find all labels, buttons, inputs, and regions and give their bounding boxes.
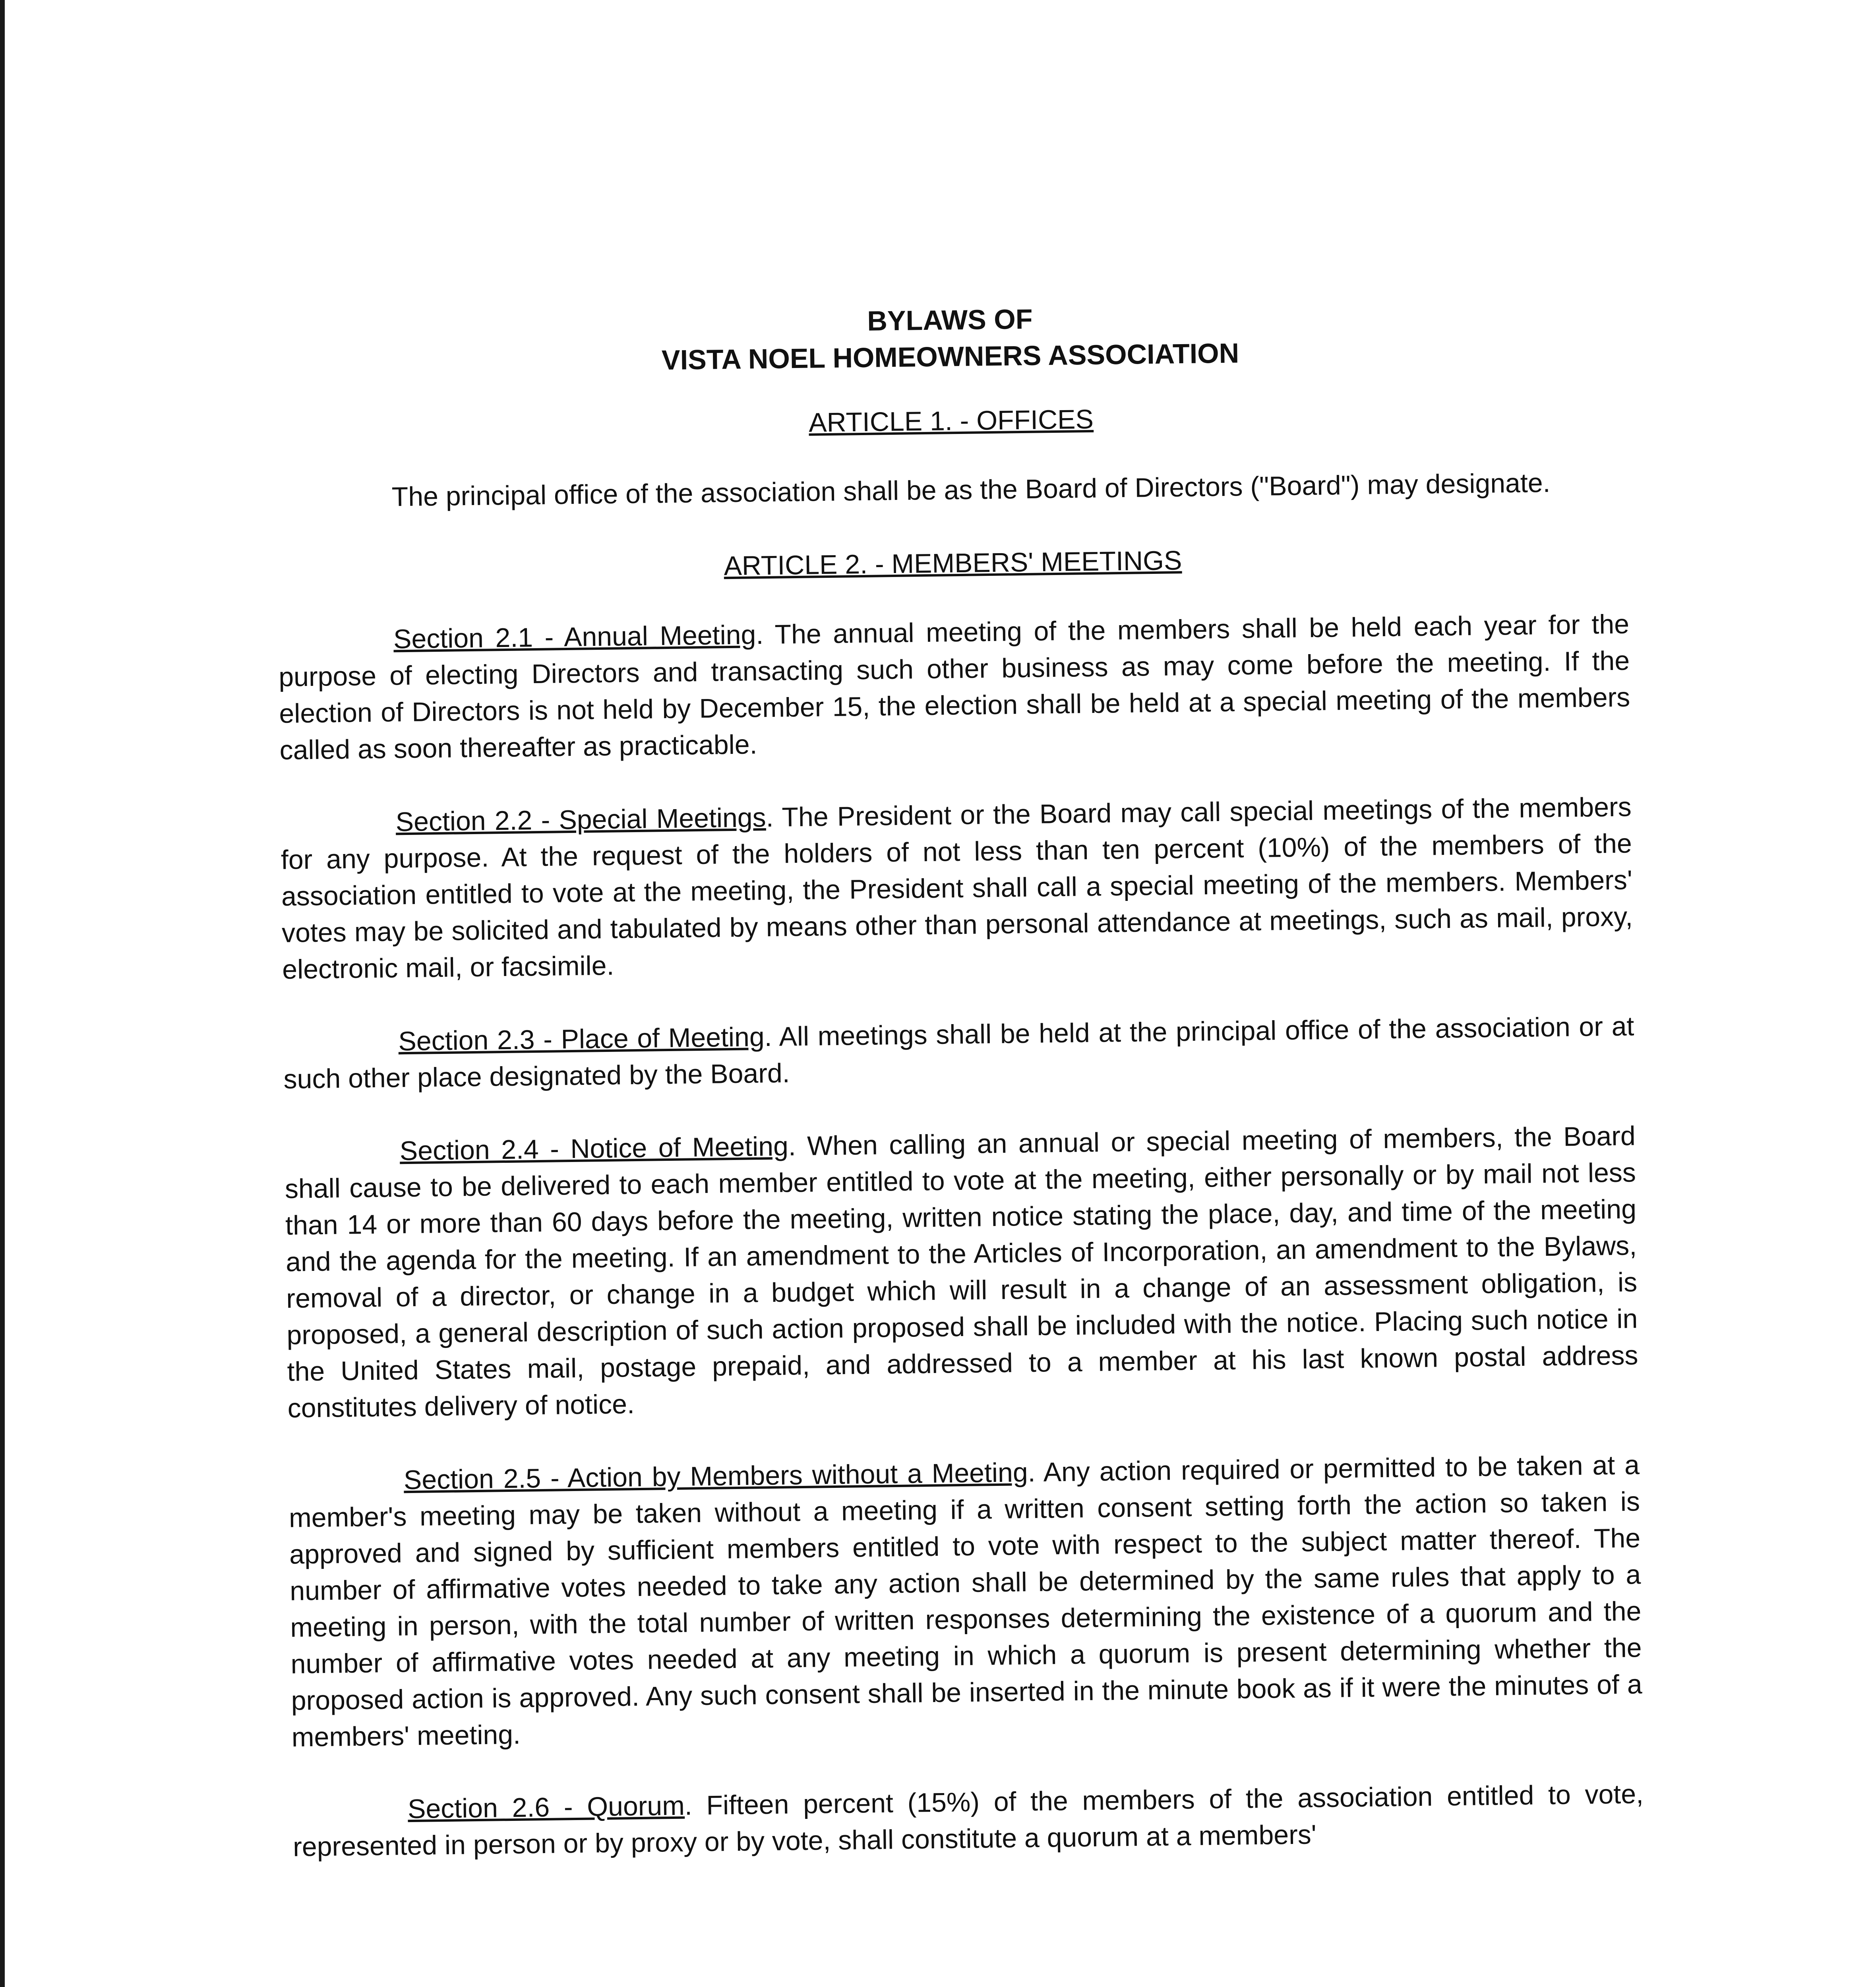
section-2-4-heading: Section 2.4 - Notice of Meeting (399, 1131, 789, 1166)
section-2-6-text: . Fifteen percent (15%) of the members of the association entitled to vote, represented in person or by proxy or by vote, shall constitute a quorum at a members' (292, 1779, 1644, 1862)
section-2-5-text: . Any action required or permitted to be taken at a member's meeting may be taken without a meeting if a written consent setting forth the action so taken is approved and signed by sufficient members entitled to vote with respect to the subject matter thereof. The number of affirmative votes needed to take any action shall be determined by the same rules that apply to a meeting in person, with the total number of written responses determining the existence of a quorum and the number of affirmative votes needed at any meeting in which a quorum is present determining whether the proposed action is approved. Any such consent shall be inserted in the minute book as if it were the minutes of a members' meeting. (288, 1450, 1642, 1753)
section-2-2-heading: Section 2.2 - Special Meetings (395, 802, 767, 837)
document-body (274, 293, 1645, 1902)
section-2-3 (283, 1008, 1635, 1098)
section-2-5-heading: Section 2.5 - Action by Members without a Meeting (403, 1457, 1028, 1495)
section-2-2-text: . The President or the Board may call special meetings of the members for any purpose. At the request of the holders of not less than ten percent (10%) of the members of the association entitled to vote at the meeting, the President shall call a special meeting of the members. Members' votes may be solicited and tabulated by means other than personal attendance at meetings, such as mail, proxy, electronic mail, or facsimile. (281, 792, 1633, 985)
section-2-5 (288, 1447, 1643, 1755)
document-title (274, 293, 1626, 383)
section-2-2 (280, 788, 1633, 988)
section-2-1-heading: Section 2.1 - Annual Meeting (393, 620, 756, 655)
section-2-1 (278, 606, 1631, 769)
section-2-6 (292, 1776, 1644, 1865)
article-1-paragraph: The principal office of the association shall be as the Board of Directors ("Board") may designate. (391, 467, 1551, 512)
section-2-3-text: . All meetings shall be held at the principal office of the association or at such other place designated by the Board. (283, 1011, 1634, 1094)
article-2-heading: ARTICLE 2. - MEMBERS' MEETINGS (724, 545, 1182, 581)
section-2-4 (284, 1117, 1639, 1426)
section-2-3-heading: Section 2.3 - Place of Meeting (398, 1022, 765, 1057)
title-line-1: BYLAWS OF (867, 303, 1033, 337)
section-2-1-text: . The annual meeting of the members shall be held each year for the purpose of electing Directors and transacting such other business as may come before the meeting. If the election of Directors is not held by December 15, the election shall be held at a special meeting of the members called as soon thereafter as practicable. (278, 609, 1630, 765)
title-line-2: VISTA NOEL HOMEOWNERS ASSOCIATION (661, 337, 1239, 376)
article-1-heading: ARTICLE 1. - OFFICES (808, 404, 1094, 438)
scan-left-border (0, 0, 5, 1987)
section-2-6-heading: Section 2.6 - Quorum (407, 1790, 685, 1824)
section-2-4-text: . When calling an annual or special meeting of members, the Board shall cause to be delivered to each member entitled to vote at the meeting, either personally or by mail not less than 14 or more than 60 days before the meeting, written notice stating the place, day, and time of the meeting and the agenda for the meeting. If an amendment to the Articles of Incorporation, an amendment to the Bylaws, removal of a director, or change in a budget which will result in a change of an assessment obligation, is proposed, a general description of such action proposed shall be included with the notice. Placing such notice in the United States mail, postage prepaid, and addressed to a member at his last known postal address constitutes delivery of notice. (285, 1121, 1638, 1423)
